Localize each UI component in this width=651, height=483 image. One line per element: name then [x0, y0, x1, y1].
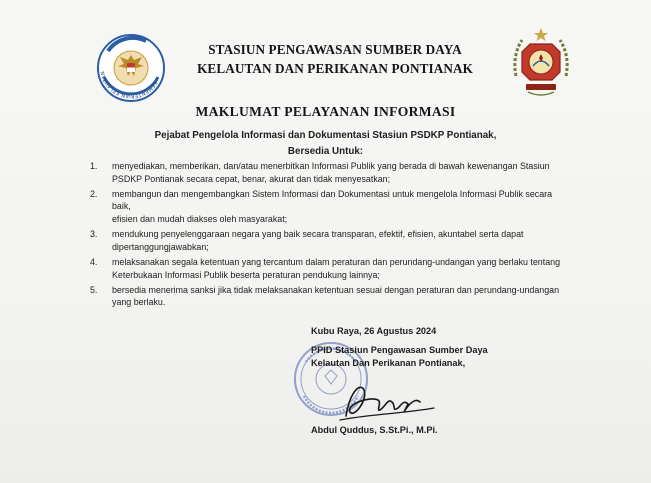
svg-text:KEMENTERIAN KELAUTAN DAN PERIK: KEMENTERIAN KELAUTAN — [100, 70, 159, 100]
list-item-text-line-2: dipertanggungjawabkan; — [112, 241, 209, 252]
psdkp-badge-icon — [508, 26, 574, 98]
list-item — [90, 188, 560, 226]
handwritten-signature-icon — [330, 378, 440, 426]
list-item — [90, 284, 560, 309]
list-item-text-line-1: membangun dan mengembangkan Sistem Informasi dan Dokumentasi untuk mengelola Informasi Publik secara baik, — [112, 188, 553, 212]
list-item-number: 2. — [90, 188, 98, 199]
list-item-text-line-1: melaksanakan segala ketentuan yang tercantum dalam peraturan dan perundang-undangan yang berlaku tentang — [112, 256, 561, 267]
list-item — [90, 160, 560, 185]
list-item-text-line-2: PSDKP Pontianak secara cepat, benar, akurat dan tidak menyesatkan; — [112, 173, 391, 184]
commitment-list — [90, 160, 560, 312]
institution-header — [170, 40, 500, 78]
document-subtitle-2: Bersedia Untuk: — [287, 146, 364, 157]
list-item-number: 5. — [90, 284, 98, 295]
list-item-text-line-2: efisien dan mudah diakses oleh masyarakat; — [112, 213, 288, 224]
document-subtitle: Pejabat Pengelola Informasi dan Dokumentasi Stasiun PSDKP Pontianak, — [154, 130, 497, 141]
list-item-text-line-1: menyediakan, memberikan, dan/atau menerbitkan Informasi Publik yang berada di bawah kewenangan Stasiun — [112, 161, 550, 171]
signature-place-date: Kubu Raya, 26 Agustus 2024 — [311, 326, 437, 336]
signature-org-line-1: PPID Stasiun Pengawasan Sumber Daya — [311, 345, 488, 355]
list-item-text-line-2: Keterbukaan Informasi Publik beserta peraturan pendukung lainnya; — [112, 269, 380, 280]
list-item-text-line-2: yang berlaku. — [112, 297, 166, 308]
list-item — [90, 256, 560, 281]
list-item-number: 4. — [90, 256, 98, 267]
signature-org-line-2: Kelautan Dan Perikanan Pontianak, — [311, 358, 466, 368]
list-item-number: 1. — [90, 161, 98, 171]
document-title: MAKLUMAT PELAYANAN INFORMASI — [195, 104, 456, 119]
header-line-2: KELAUTAN DAN PERIKANAN PONTIANAK — [197, 61, 473, 76]
list-item-text-line-1: mendukung penyelenggaraan negara yang baik secara transparan, efektif, efisien, akuntabel serta dapat — [112, 229, 524, 240]
list-item — [90, 228, 560, 253]
header-line-1: STASIUN PENGAWASAN SUMBER DAYA — [208, 42, 462, 57]
list-item-number: 3. — [90, 229, 98, 240]
kkp-logo-icon — [96, 33, 166, 103]
list-item-text-line-1: bersedia menerima sanksi jika tidak melaksanakan ketentuan sesuai dengan peraturan dan perundang-undangan — [112, 284, 560, 295]
signatory-name: Abdul Quddus, S.St.Pi., M.Pi. — [311, 425, 438, 435]
